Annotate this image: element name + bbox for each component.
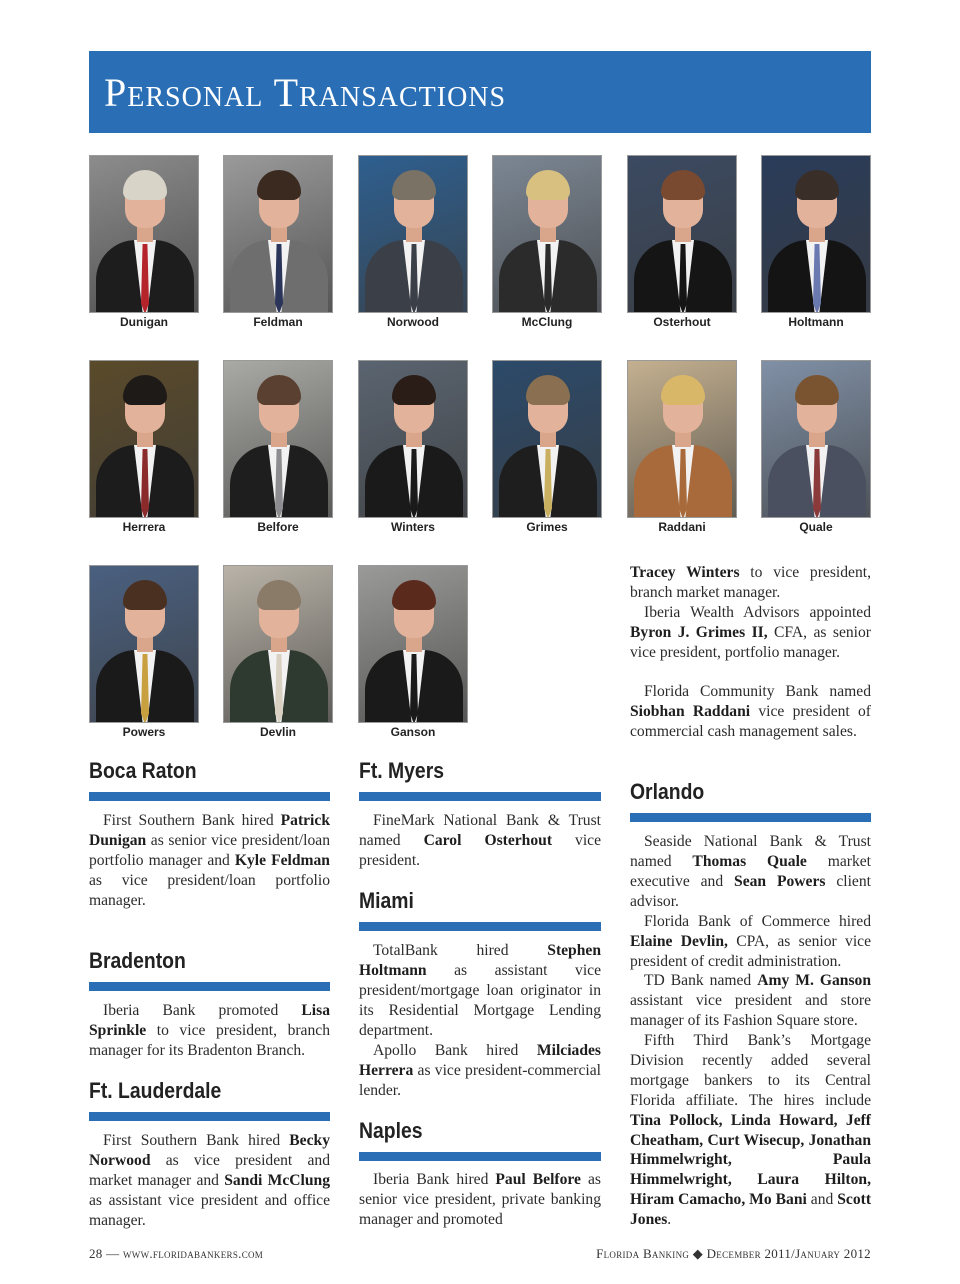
- photo-caption-belfore: Belfore: [257, 520, 299, 534]
- person-name: Amy M. Ganson: [757, 972, 871, 989]
- section-title-ft-myers: Ft. Myers: [359, 758, 445, 783]
- portrait-photo-feldman: [223, 155, 333, 313]
- portrait-photo-winters: [358, 360, 468, 518]
- person-name: Carol Osterhout: [423, 831, 553, 849]
- portrait-photo-grimes: [492, 360, 602, 518]
- section-divider: [359, 922, 601, 931]
- footer-page-url: 28 — www.floridabankers.com: [89, 1246, 264, 1261]
- section-title-ft-lauderdale: Ft. Lauderdale: [89, 1078, 222, 1103]
- person-name: Stephen Holtmann: [359, 942, 601, 979]
- person-name: Byron J. Grimes II,: [630, 623, 768, 641]
- portrait-photo-devlin: [223, 565, 333, 723]
- section-title-orlando: Orlando: [630, 779, 705, 804]
- portrait-photo-belfore: [223, 360, 333, 518]
- orlando-paragraph-4: Fifth Third Bank’s Mortgage Division recently added several mortgage bankers to its Central Florida affiliate. The hires include Tina Pollock, Linda Howard, Jeff Cheatham, Curt Wisecup, Jonathan Himmelwright, Paula Himmelwright, Laura Hilton, Hiram Camacho, Mo Bani and Scott Jones.: [630, 1032, 872, 1229]
- section-divider: [630, 813, 871, 822]
- ft-lauderdale-paragraph: First Southern Bank hired Becky Norwood as vice president and market manager and Sandi McClung as assistant vice president and office manager.: [89, 1132, 331, 1229]
- bradenton-paragraph: Iberia Bank promoted Lisa Sprinkle to vice president, branch manager for its Bradenton Branch.: [89, 1002, 330, 1059]
- person-name: Sandi McClung: [224, 1171, 331, 1189]
- photo-caption-holtmann: Holtmann: [788, 315, 844, 329]
- page-title: Personal Transactions: [104, 70, 507, 115]
- person-name: Scott Jones: [630, 1191, 872, 1229]
- section-divider: [89, 1112, 330, 1121]
- person-name: Patrick Dunigan: [89, 812, 330, 849]
- boca-raton-paragraph: First Southern Bank hired Patrick Dunigan as senior vice president/loan portfolio manager and Kyle Feldman as vice president/loan portfolio manager.: [89, 812, 330, 909]
- photo-caption-ganson: Ganson: [390, 725, 436, 739]
- person-name: Elaine Devlin,: [630, 932, 728, 950]
- portrait-photo-powers: [89, 565, 199, 723]
- naples-continued-paragraph-2: Iberia Wealth Advisors appointed Byron J. Grimes II, CFA, as senior vice president, portfolio manager.: [630, 604, 871, 661]
- person-name: Tracey Winters: [630, 564, 740, 581]
- portrait-photo-holtmann: [761, 155, 871, 313]
- footer-publication: Florida Banking ◆ December 2011/January 2012: [596, 1246, 871, 1261]
- section-divider: [89, 982, 330, 991]
- miami-paragraph-2: Apollo Bank hired Milciades Herrera as vice president-commercial lender.: [359, 1042, 601, 1099]
- section-divider: [359, 792, 601, 801]
- naples-paragraph: Iberia Bank hired Paul Belfore as senior vice president, private banking manager and promoted: [359, 1171, 601, 1228]
- orlando-paragraph-3: TD Bank named Amy M. Ganson assistant vice president and store manager of its Fashion Square store.: [630, 972, 871, 1029]
- person-name: Milciades Herrera: [359, 1042, 601, 1079]
- photo-caption-herrera: Herrera: [122, 520, 166, 534]
- person-name: Sean Powers: [734, 872, 826, 890]
- person-name: Tina Pollock, Linda Howard, Jeff Cheatham, Curt Wisecup, Jonathan Himmelwright, Paula Himmelwright, Laura Hilton, Hiram Camacho, Mo Bani: [630, 1111, 871, 1209]
- portrait-photo-dunigan: [89, 155, 199, 313]
- person-name: Lisa Sprinkle: [89, 1002, 330, 1039]
- page-banner: [89, 51, 871, 133]
- naples-continued-paragraph-1: Tracey Winters to vice president, branch market manager.: [630, 564, 871, 601]
- photo-caption-devlin: Devlin: [259, 725, 296, 739]
- photo-caption-winters: Winters: [391, 520, 435, 534]
- photo-caption-quale: Quale: [799, 520, 833, 534]
- photo-caption-mcclung: McClung: [521, 315, 573, 329]
- portrait-photo-quale: [761, 360, 871, 518]
- person-name: Siobhan Raddani: [630, 702, 751, 720]
- person-name: Becky Norwood: [89, 1132, 330, 1169]
- person-name: Thomas Quale: [692, 852, 807, 870]
- photo-caption-norwood: Norwood: [387, 315, 439, 329]
- person-name: Paul Belfore: [495, 1171, 581, 1188]
- photo-caption-dunigan: Dunigan: [120, 315, 168, 329]
- section-title-miami: Miami: [359, 888, 414, 913]
- person-name: Kyle Feldman: [234, 851, 330, 869]
- orlando-paragraph-1: Seaside National Bank & Trust named Thomas Quale market executive and Sean Powers client advisor.: [630, 833, 871, 910]
- section-title-boca-raton: Boca Raton: [89, 758, 197, 783]
- section-divider: [359, 1152, 601, 1161]
- portrait-photo-herrera: [89, 360, 199, 518]
- miami-paragraph-1: TotalBank hired Stephen Holtmann as assistant vice president/mortgage loan originator in its Residential Mortgage Lending department.: [359, 942, 601, 1039]
- portrait-photo-raddani: [627, 360, 737, 518]
- portrait-photo-mcclung: [492, 155, 602, 313]
- orlando-paragraph-2: Florida Bank of Commerce hired Elaine Devlin, CPA, as senior vice president of credit administration.: [630, 913, 871, 970]
- photo-caption-feldman: Feldman: [253, 315, 303, 329]
- photo-caption-grimes: Grimes: [526, 520, 568, 534]
- naples-continued-paragraph-3: Florida Community Bank named Siobhan Raddani vice president of commercial cash management sales.: [630, 683, 871, 740]
- photo-caption-powers: Powers: [122, 725, 166, 739]
- portrait-photo-ganson: [358, 565, 468, 723]
- section-divider: [89, 792, 330, 801]
- section-title-naples: Naples: [359, 1118, 423, 1143]
- section-title-bradenton: Bradenton: [89, 948, 186, 973]
- ft-myers-paragraph: FineMark National Bank & Trust named Carol Osterhout vice president.: [359, 812, 602, 869]
- portrait-photo-norwood: [358, 155, 468, 313]
- portrait-photo-osterhout: [627, 155, 737, 313]
- photo-caption-osterhout: Osterhout: [653, 315, 711, 329]
- photo-caption-raddani: Raddani: [658, 520, 706, 534]
